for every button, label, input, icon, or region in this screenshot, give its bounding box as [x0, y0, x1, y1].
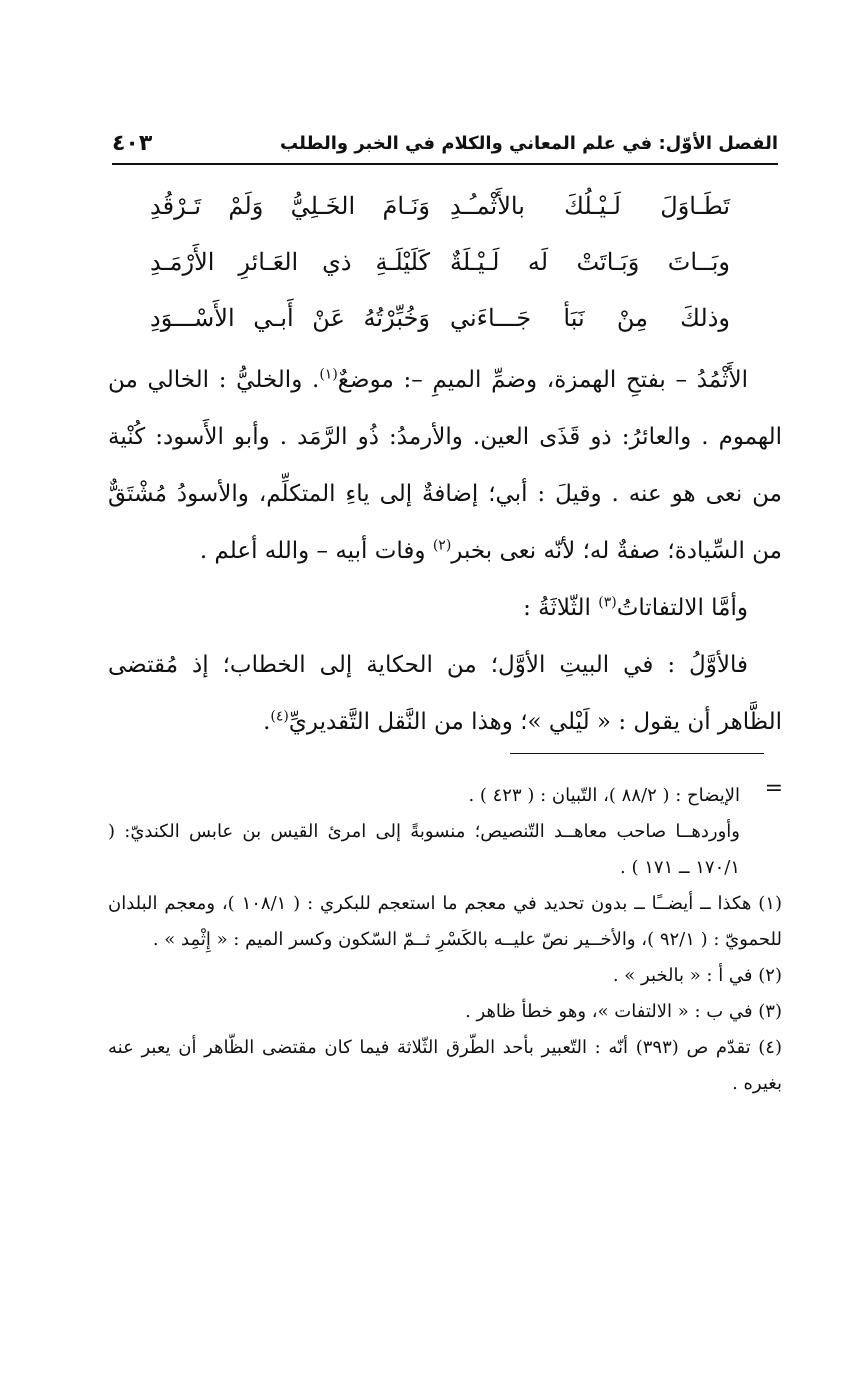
paragraph-text: وأمَّا الالتفاتاتُ [616, 595, 748, 621]
hemistich-second: كَلَيْلَـةِ ذي العَـائرِ الأَرْمَـدِ [150, 248, 430, 276]
chapter-title: الفصل الأوّل: في علم المعاني والكلام في الخبر والطلب [280, 132, 778, 154]
hemistich-first: وبَــاتَ وَبَـاتَتْ لَه لَـيْـلَةٌ [450, 248, 730, 276]
footnote-1: (١) هكذا ــ أيضــًا ــ بدون تحديد في معجم ما استعجم للبكري : ( ١٠٨/١ )، ومعجم البلدان للحمويّ : ( ٩٢/١ )، والأخــير نصّ عليــه بالكَسْرِ ثــمّ السّكون وكسر الميم : « إِثْمِد » . [108, 893, 782, 950]
footnote-ref[interactable]: (٤) [270, 708, 289, 725]
footnote-continued: الإيضاح : ( ٨٨/٢ )، التّبيان : ( ٤٢٣ ) . [468, 785, 740, 806]
paragraph-text: فالأوَّلُ : في البيتِ الأوَّل؛ من الحكاية إلى الخطاب؛ إذ مُقتضى الظَّاهر أن يقول : « لَيْلي »؛ وهذا من النَّقل التَّقديريِّ [108, 652, 782, 735]
poem [150, 178, 730, 346]
footnote-ref[interactable]: (٣) [598, 594, 617, 611]
verse [150, 290, 730, 346]
footnote-ref[interactable]: (١) [319, 366, 338, 383]
verse [150, 234, 730, 290]
continuation-mark: = [764, 776, 783, 801]
body-text [108, 352, 782, 751]
running-header [112, 126, 778, 160]
paragraph-iltifat [108, 580, 782, 637]
paragraph-explanation [108, 352, 782, 580]
page-number: ٤٠٣ [112, 130, 153, 156]
footnote-3: (٣) في ب : « الالتفات »، وهو خطأ ظاهر . [465, 1001, 782, 1022]
hemistich-first: وذلكَ مِنْ نَبَأ جَـــاءَني [450, 304, 730, 332]
paragraph-text: . [263, 709, 271, 735]
verse [150, 178, 730, 234]
hemistich-second: وَخُبِّرْتُهُ عَنْ أَبـي الأَسْـــوَدِ [150, 304, 430, 332]
hemistich-second: وَنَـامَ الخَـلِيُّ وَلَمْ تَـرْقُدِ [150, 192, 430, 220]
header-rule [112, 163, 778, 165]
footnotes [108, 778, 782, 1102]
footnote-2: (٢) في أ : « بالخبر » . [612, 965, 782, 986]
hemistich-first: تَطَـاوَلَ لَـيْـلُكَ بالأَثْمـُـدِ [450, 192, 730, 220]
footnote-ref[interactable]: (٢) [432, 537, 452, 554]
paragraph-text: . والخليُّ : الخالي من الهموم . والعائرُ: ذو قَذَى العين. والأرمدُ: ذُو الرَّمَد . وأبو الأَسود: كُنْية من نعى هو عنه . وقيلَ : أبي؛ إضافةٌ إلى ياءِ المتكلِّم، والأسودُ مُشْتَقٌّ من السِّيادة؛ صفةٌ له؛ لأنّه نعى بخبر [108, 367, 782, 564]
paragraph-text: الثّلاثَةُ : [523, 595, 599, 621]
footnote-rule [510, 753, 764, 754]
footnote-4: (٤) تقدّم ص (٣٩٣) أنّه : التّعبير بأحد الطّرق الثّلاثة فيما كان مقتضى الظّاهر أن يعبر عنه بغيره . [108, 1037, 782, 1094]
paragraph-first [108, 637, 782, 751]
paragraph-text: الأَثْمُدُ – بفتحِ الهمزة، وضمِّ الميمِ –: موضعٌ [337, 367, 748, 393]
footnote-continued: وأوردهــا صاحب معاهــد التّنصيص؛ منسوبةً إلى امرئ القيس بن عابس الكنديّ: ( ١٧٠/١ ــ ١٧١ ) . [108, 821, 740, 878]
paragraph-text: وفات أبيه – والله أعلم . [199, 538, 433, 564]
